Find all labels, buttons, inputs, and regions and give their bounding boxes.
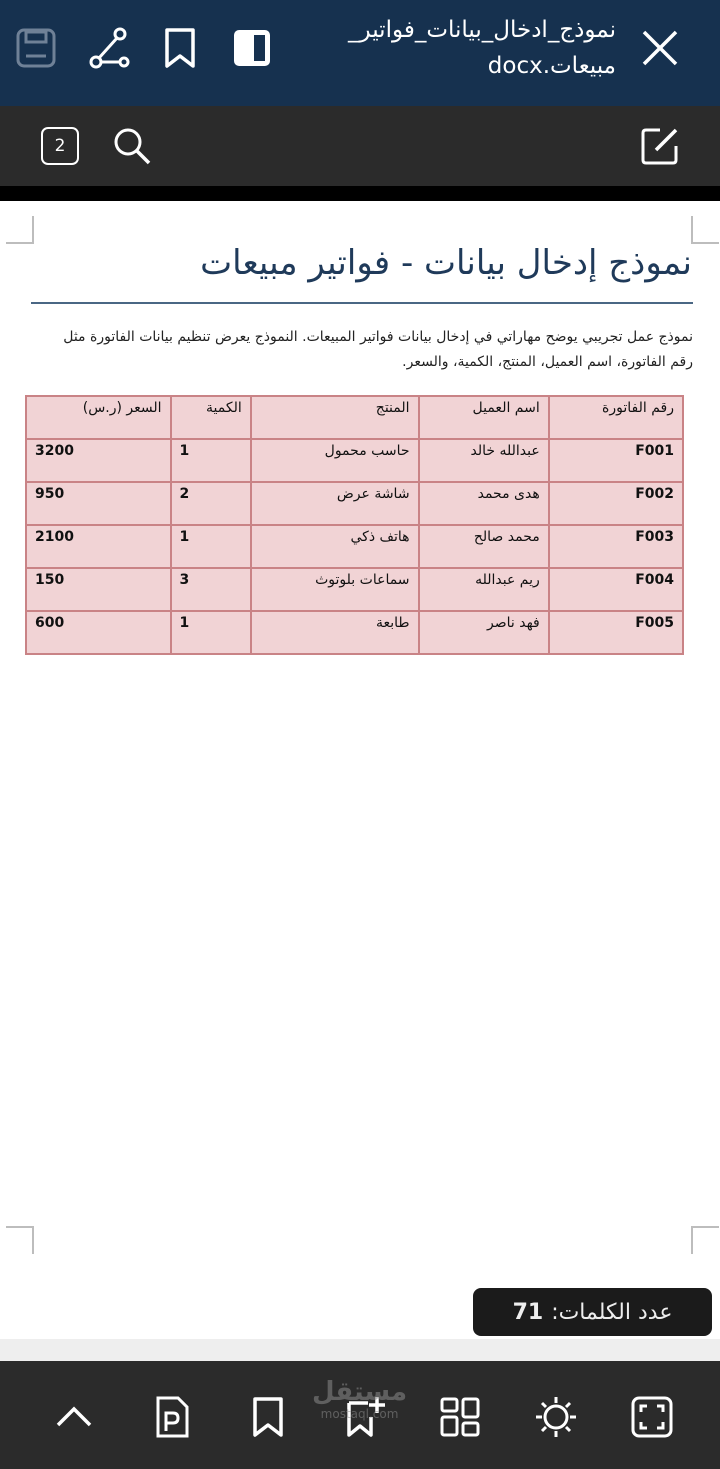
share-icon[interactable] — [84, 24, 132, 72]
cell-price: 2100 — [26, 525, 171, 568]
page-corner-top-left — [6, 216, 34, 244]
edit-icon[interactable] — [636, 122, 684, 170]
watermark-text: مستقل — [312, 1377, 408, 1407]
title-underline — [31, 302, 693, 304]
header-quantity: الكمية — [171, 396, 251, 439]
cell-price: 150 — [26, 568, 171, 611]
cell-customer-name: محمد صالح — [419, 525, 549, 568]
close-icon[interactable] — [636, 24, 684, 72]
table-row — [26, 482, 683, 525]
header-price: السعر (ر.س) — [26, 396, 171, 439]
header-product: المنتج — [251, 396, 419, 439]
cell-customer-name: هدى محمد — [419, 482, 549, 525]
table-row — [26, 439, 683, 482]
cell-product: سماعات بلوتوث — [251, 568, 419, 611]
bookmark-icon[interactable] — [156, 24, 204, 72]
cell-invoice-number: F003 — [549, 525, 683, 568]
word-count-value: 71 — [512, 1299, 544, 1325]
bookmark-icon[interactable] — [244, 1393, 292, 1441]
document-toolbar — [0, 106, 720, 186]
cell-invoice-number: F004 — [549, 568, 683, 611]
page-gap — [0, 1339, 720, 1361]
cell-invoice-number: F001 — [549, 439, 683, 482]
bottom-toolbar — [0, 1361, 720, 1469]
table-header-row — [26, 396, 683, 439]
cell-product: طابعة — [251, 611, 419, 654]
fullscreen-icon[interactable] — [628, 1393, 676, 1441]
word-count-label: عدد الكلمات: — [551, 1299, 673, 1325]
app-header — [0, 0, 720, 106]
cell-price: 3200 — [26, 439, 171, 482]
document-paragraph: نموذج عمل تجريبي يوضح مهاراتي في إدخال بيانات فواتير المبيعات. النموذج يعرض تنظيم بيانات الفاتورة مثل رقم الفاتورة، اسم العميل، المنتج، الكمية، والسعر. — [63, 329, 693, 370]
word-count-toast — [473, 1288, 712, 1336]
save-icon[interactable] — [12, 24, 60, 72]
table-row — [26, 611, 683, 654]
cell-product: شاشة عرض — [251, 482, 419, 525]
cell-product: حاسب محمول — [251, 439, 419, 482]
cell-invoice-number: F002 — [549, 482, 683, 525]
table-row — [26, 568, 683, 611]
cell-price: 950 — [26, 482, 171, 525]
page-count-badge: 2 — [41, 127, 79, 165]
page-corner-bottom-left — [6, 1226, 34, 1254]
cell-customer-name: فهد ناصر — [419, 611, 549, 654]
cell-quantity: 3 — [171, 568, 251, 611]
cell-invoice-number: F005 — [549, 611, 683, 654]
file-title-line1: نموذج_ادخال_بيانات_فواتير_ — [348, 17, 616, 43]
header-customer-name: اسم العميل — [419, 396, 549, 439]
cell-quantity: 2 — [171, 482, 251, 525]
document-title: نموذج إدخال بيانات - فواتير مبيعات — [200, 243, 692, 283]
cell-price: 600 — [26, 611, 171, 654]
invoice-table — [25, 395, 684, 655]
separator — [0, 186, 720, 201]
page-corner-bottom-right — [691, 1226, 719, 1254]
cell-quantity: 1 — [171, 439, 251, 482]
table-row — [26, 525, 683, 568]
pdf-export-icon[interactable] — [148, 1393, 196, 1441]
cell-quantity: 1 — [171, 525, 251, 568]
chevron-up-icon[interactable] — [50, 1393, 98, 1441]
cell-customer-name: ريم عبدالله — [419, 568, 549, 611]
file-title-line2: مبيعات.docx — [487, 53, 616, 79]
cell-customer-name: عبدالله خالد — [419, 439, 549, 482]
cell-product: هاتف ذكي — [251, 525, 419, 568]
page-corner-top-right — [691, 216, 719, 244]
watermark — [312, 1377, 408, 1425]
page-count-icon[interactable] — [36, 122, 84, 170]
cell-quantity: 1 — [171, 611, 251, 654]
file-title — [236, 12, 616, 84]
brightness-icon[interactable] — [532, 1393, 580, 1441]
search-icon[interactable] — [108, 122, 156, 170]
header-invoice-number: رقم الفاتورة — [549, 396, 683, 439]
layout-icon[interactable] — [436, 1393, 484, 1441]
watermark-sub: mostaql.com — [320, 1407, 399, 1421]
document-page[interactable] — [0, 201, 720, 1339]
